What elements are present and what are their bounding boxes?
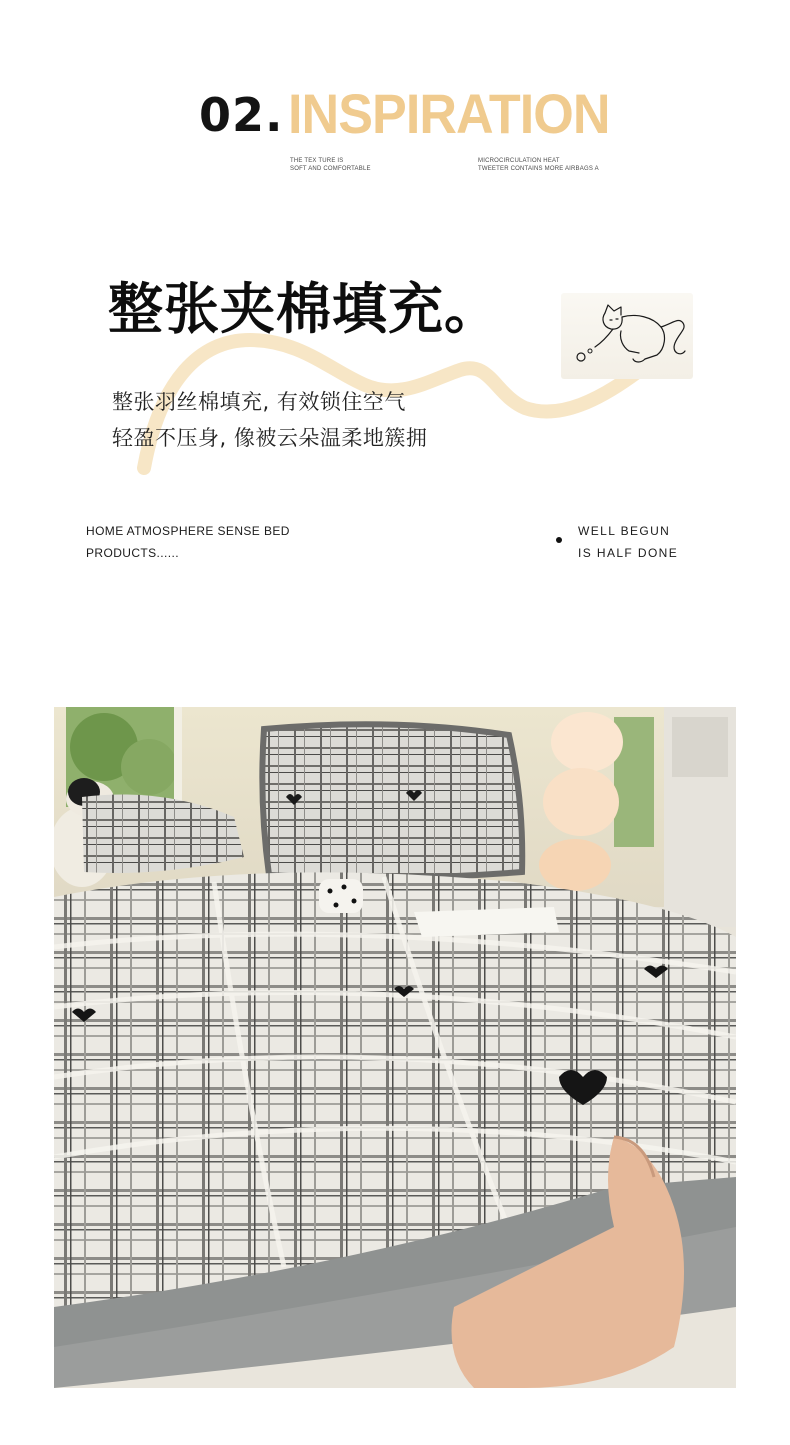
caption-left-line-2: PRODUCTS......: [86, 546, 179, 560]
cat-illustration: [561, 293, 693, 379]
tagline-left: [290, 157, 371, 173]
feature-body-line-1: 整张羽丝棉填充, 有效锁住空气: [112, 390, 406, 414]
tagline-right: [478, 157, 599, 173]
product-photo: [54, 707, 736, 1388]
bed-mattress-illustration: [54, 707, 736, 1388]
feature-headline: 整张夹棉填充。: [108, 277, 501, 341]
caption-right-line-2: IS HALF DONE: [578, 546, 679, 560]
cat-icon: [561, 293, 693, 379]
tagline-left-line-2: SOFT AND COMFORTABLE: [290, 166, 371, 172]
tagline-right-line-1: MICROCIRCULATION HEAT: [478, 158, 560, 164]
feature-body-line-2: 轻盈不压身, 像被云朵温柔地簇拥: [112, 426, 428, 450]
caption-left-line-1: HOME ATMOSPHERE SENSE BED: [86, 524, 290, 538]
section-title: INSPIRATION: [288, 82, 610, 145]
caption-left: [86, 520, 316, 564]
caption-right: [578, 520, 728, 564]
tagline-left-line-1: THE TEX TURE IS: [290, 158, 344, 164]
bullet-dot: [556, 537, 562, 543]
section-number: 02.: [199, 88, 284, 142]
caption-right-line-1: WELL BEGUN: [578, 524, 671, 538]
tagline-right-line-2: TWEETER CONTAINS MORE AIRBAGS A: [478, 166, 599, 172]
